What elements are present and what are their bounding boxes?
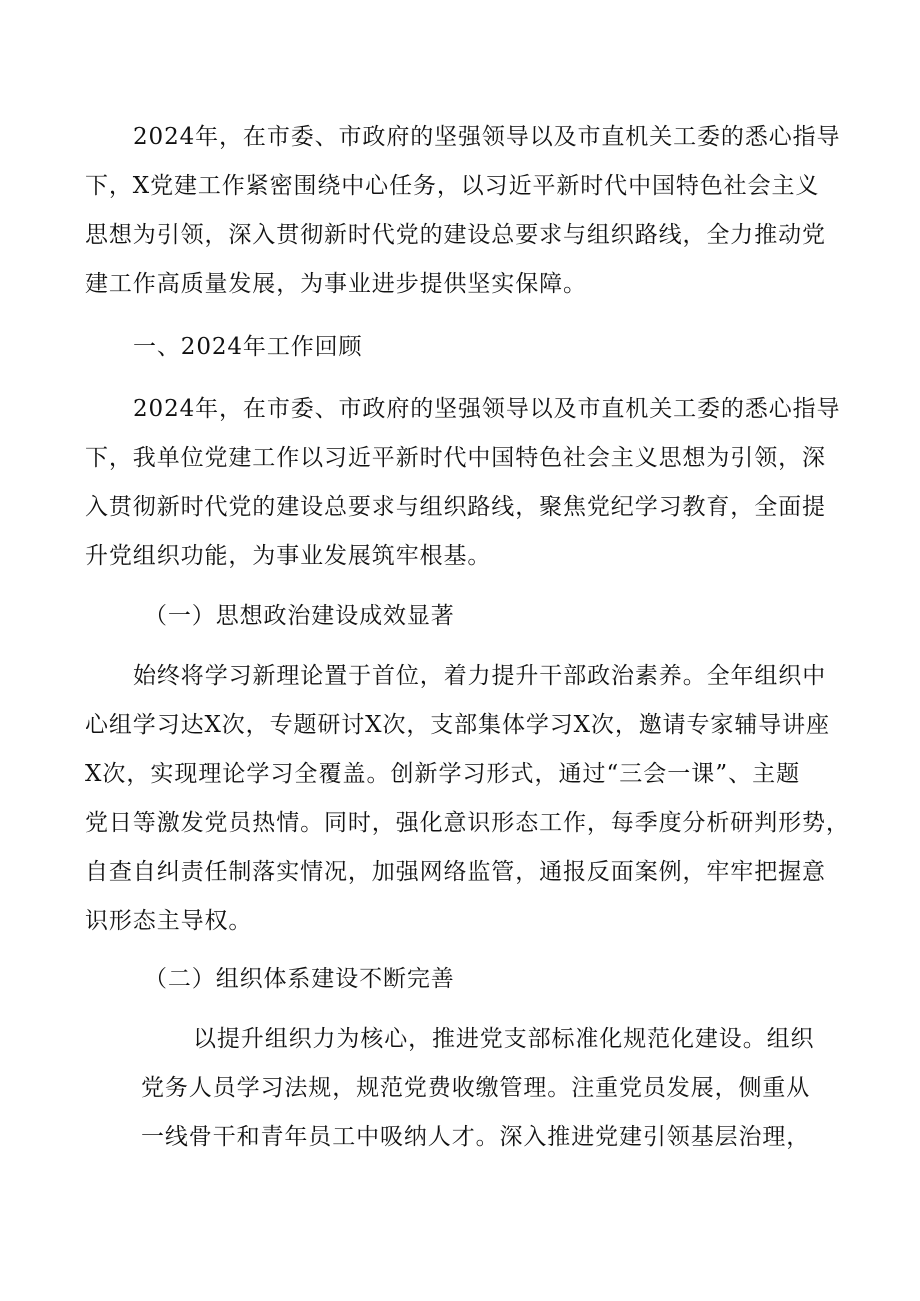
paragraph-line: 入贯彻新时代党的建设总要求与组织路线，聚焦党纪学习教育，全面提 bbox=[85, 494, 826, 520]
paragraph-line: 识形态主导权。 bbox=[85, 908, 253, 934]
paragraph-line: 心组学习达X次，专题研讨X次，支部集体学习X次，邀请专家辅导讲座 bbox=[85, 712, 830, 738]
subsection-heading: （二）组织体系建设不断完善 bbox=[144, 966, 455, 992]
paragraph-line: 下，我单位党建工作以习近平新时代中国特色社会主义思想为引领，深 bbox=[85, 445, 826, 471]
paragraph-line: 党日等激发党员热情。同时，强化意识形态工作，每季度分析研判形势， bbox=[85, 810, 850, 836]
paragraph-line: 升党组织功能，为事业发展筑牢根基。 bbox=[85, 543, 492, 569]
paragraph-line: 始终将学习新理论置于首位，着力提升干部政治素养。全年组织中 bbox=[133, 663, 827, 689]
paragraph-line: 思想为引领，深入贯彻新时代党的建设总要求与组织路线，全力推动党 bbox=[85, 222, 826, 248]
paragraph-line: 建工作高质量发展，为事业进步提供坚实保障。 bbox=[85, 271, 587, 297]
paragraph-line: 一线骨干和青年员工中吸纳人才。深入推进党建引领基层治理， bbox=[141, 1124, 811, 1150]
paragraph-line: 2024年，在市委、市政府的坚强领导以及市直机关工委的悉心指导 bbox=[133, 124, 841, 150]
subsection-heading: （一）思想政治建设成效显著 bbox=[144, 603, 455, 629]
section-heading: 一、2024年工作回顾 bbox=[133, 334, 363, 360]
paragraph-line: 自查自纠责任制落实情况，加强网络监管，通报反面案例，牢牢把握意 bbox=[85, 859, 826, 885]
paragraph-line: 以提升组织力为核心，推进党支部标准化规范化建设。组织 bbox=[193, 1026, 815, 1052]
paragraph-line: 党务人员学习法规，规范党费收缴管理。注重党员发展，侧重从 bbox=[141, 1075, 811, 1101]
paragraph-line: 下，X党建工作紧密围绕中心任务，以习近平新时代中国特色社会主义 bbox=[85, 173, 820, 199]
paragraph-line: 2024年，在市委、市政府的坚强领导以及市直机关工委的悉心指导 bbox=[133, 396, 841, 422]
paragraph-line: X次，实现理论学习全覆盖。创新学习形式，通过“三会一课”、主题 bbox=[85, 761, 800, 787]
